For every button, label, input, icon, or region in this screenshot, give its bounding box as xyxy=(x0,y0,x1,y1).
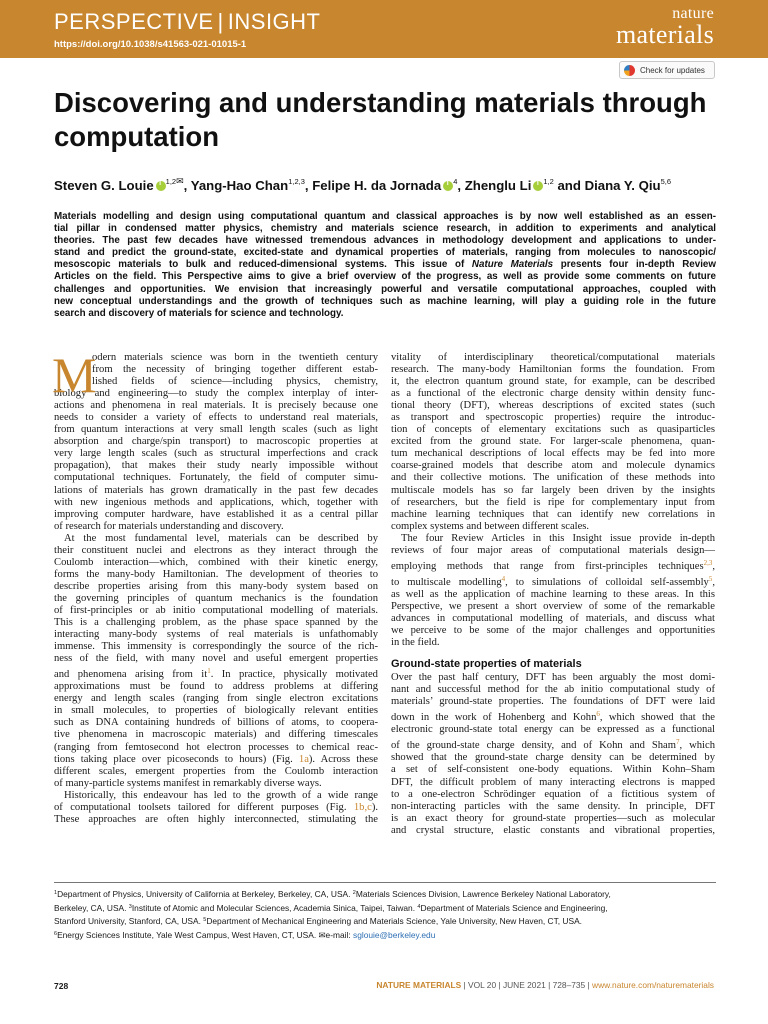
author-separator: , xyxy=(457,178,465,193)
body-line xyxy=(54,778,378,790)
body-line xyxy=(391,724,715,736)
author-name: Diana Y. Qiu xyxy=(584,178,661,193)
section-heading: Ground-state properties of materials xyxy=(391,658,582,671)
body-column-right xyxy=(391,352,715,837)
body-text: the governing principles of quantum mechanics is the foundation xyxy=(54,592,378,604)
body-text: approximations must be found to address problems at differing xyxy=(54,681,378,693)
body-text: to a one-electron Schrödinger equation of a fictitious system of xyxy=(391,788,715,800)
body-text: employing methods that range from first-principles techniques xyxy=(391,560,704,572)
affiliation-text: Department of Mechanical Engineering and Materials Science, Yale University, New Haven, CT, USA. xyxy=(206,916,582,926)
body-line: tional theory (DFT), whereas descriptions of excited states (such xyxy=(391,400,715,412)
journal-meta: | VOL 20 | JUNE 2021 | 728–735 | xyxy=(461,980,593,990)
body-line xyxy=(54,802,378,814)
article-title: Discovering and understanding materials through computation xyxy=(54,87,707,152)
body-line: needs to consider a variety of effects to understand real materials, xyxy=(54,412,378,424)
body-line xyxy=(54,593,378,605)
body-line xyxy=(391,545,715,557)
body-line: tion of concepts of elementary excitations such as quasiparticles xyxy=(391,424,715,436)
check-for-updates-label: Check for updates xyxy=(640,65,705,75)
journal-citation xyxy=(376,980,714,990)
abstract xyxy=(54,211,716,320)
citation-ref: 7 xyxy=(676,738,680,747)
body-text: (ranging from femtosecond hot electron processes to chemical reac- xyxy=(54,741,378,753)
affiliation-text: Stanford University, Stanford, CA, USA. xyxy=(54,916,204,926)
doi-link[interactable]: https://doi.org/10.1038/s41563-021-01015-1 xyxy=(54,39,247,50)
orcid-icon xyxy=(443,181,453,191)
body-text: we perceive to be some of the major challenges and opportunities xyxy=(391,625,715,637)
body-line xyxy=(54,581,378,593)
body-line xyxy=(391,789,715,801)
article-type-kicker xyxy=(54,9,321,35)
body-text: ness of the field, with many novel and useful emergent properties xyxy=(54,653,378,665)
body-text: in small molecules, to properties of biologically relevant entities xyxy=(54,705,378,717)
body-line: actions and phenomena in real materials. It is precisely because one xyxy=(54,400,378,412)
body-line: research. The many-body Hamiltonian forms the foundation. From xyxy=(391,364,715,376)
body-line: complex systems and between different scales. xyxy=(391,520,590,532)
body-line: vitality of interdisciplinary theoretical/computational materials xyxy=(391,352,715,363)
body-text: This is a challenging problem, as the phase space spanned by the xyxy=(54,617,378,629)
body-line: lations of materials has grown dramatically in the past few decades xyxy=(54,484,378,496)
body-line xyxy=(54,681,378,693)
body-text: of the ground-state charge density, and of Kohn and Sham xyxy=(391,740,676,752)
author-name: Yang-Hao Chan xyxy=(190,178,289,193)
body-line: absorption and charge/spin transport) to macroscopic properties at xyxy=(54,436,378,448)
email-link[interactable]: sglouie@berkeley.edu xyxy=(353,929,436,940)
body-text: nant and successful method for the ab initio computational study of xyxy=(391,684,715,696)
body-text: immense. This immensity is correspondingly the source of the rich- xyxy=(54,641,378,653)
author-list xyxy=(54,176,734,193)
body-text: reviews of four major areas of computational materials design— xyxy=(391,544,715,556)
body-text: These approaches are often highly interconnected, stimulating the xyxy=(54,813,378,825)
kicker-insight: INSIGHT xyxy=(227,9,321,34)
affiliation-sup: 4 xyxy=(417,903,421,910)
body-line: and their collective motions. The unification of these methods into xyxy=(391,472,715,484)
body-line xyxy=(391,672,715,684)
affiliation-sup: 6 xyxy=(54,930,58,937)
orcid-icon xyxy=(156,181,166,191)
body-text: in the field. xyxy=(391,637,440,649)
body-line: very large length scales (such as structural imperfections and crack xyxy=(54,448,378,460)
body-line xyxy=(54,653,378,665)
body-line: improving computer hardware, have established it as a central pillar xyxy=(54,508,378,520)
body-line: employing methods that range from first-principles techniques$^{2,3}$, xyxy=(391,558,715,572)
body-text: as well as the application of machine learning to these areas. In this xyxy=(391,588,715,600)
figure-ref: 1b,c xyxy=(353,801,372,813)
abstract-line: Articles on the field. This Perspective aims to give a brief overview of the progress, as well as provide some comments on future xyxy=(54,271,716,283)
email-label: e-mail: xyxy=(325,929,353,940)
check-for-updates-button[interactable] xyxy=(619,61,715,79)
kicker-perspective: PERSPECTIVE xyxy=(54,9,214,34)
affiliation-sup: 5 xyxy=(203,917,207,923)
abstract-line: tial pillar in condensed matter physics, chemistry and materials science research, in addition to experiments and analytical xyxy=(54,223,716,235)
footnote-divider xyxy=(54,882,716,883)
body-text: , to simulations of colloidal self-assembly xyxy=(505,576,709,588)
body-text: . In practice, physically motivated xyxy=(210,669,378,681)
body-line xyxy=(54,569,378,581)
body-text: Historically, this endeavour has led to the growth of a wide range xyxy=(64,789,378,801)
body-line xyxy=(54,729,378,741)
journal-logo xyxy=(616,6,714,48)
body-line xyxy=(54,717,378,729)
body-line: as transport and spectroscopic properties) require the introduc- xyxy=(391,412,715,424)
body-text: different scales, emergent properties from the Coulomb interaction xyxy=(54,765,378,777)
body-line xyxy=(54,814,378,826)
body-text: tions taking place over picoseconds to hours) (Fig. xyxy=(54,753,299,765)
body-line xyxy=(54,665,378,681)
abstract-line: theories. The past few decades have witnessed tremendous advances in methodology development and applications to under- xyxy=(54,235,716,247)
body-line: odern materials science was born in the twentieth century xyxy=(92,352,378,363)
body-text: ). Across these xyxy=(308,753,378,765)
body-line xyxy=(391,777,715,789)
body-line xyxy=(391,736,715,752)
body-line xyxy=(391,625,715,637)
body-line: biology and engineering—to study the complex interplay of inter- xyxy=(54,388,378,400)
affiliation-line xyxy=(54,887,716,901)
author-separator: and xyxy=(553,178,585,193)
body-line: machine learning techniques that can identify new correlations in xyxy=(391,508,715,520)
body-line xyxy=(391,708,715,724)
body-text: At the most fundamental level, materials can be described by xyxy=(64,532,378,544)
abstract-line: search and discovery of materials for science and technology. xyxy=(54,307,344,319)
abstract-line: stand and predict the ground-state, excited-state and dynamical properties of materials, ranging from molecules to nanoscopic/ xyxy=(54,247,716,259)
journal-url[interactable]: www.nature.com/naturematerials xyxy=(592,980,714,990)
body-text: DFT, the difficult problem of many interacting electrons is mapped xyxy=(391,776,715,788)
author-separator: , xyxy=(304,178,313,193)
affiliation-line xyxy=(54,928,716,942)
body-line: excited from the ground state. For larger-scale phenomena, quan- xyxy=(391,436,715,448)
body-text: , which showed that the xyxy=(599,712,715,724)
abstract-line: challenges and opportunities. We envision that increasingly powerful and versatile computational approaches, coupled with xyxy=(54,283,716,295)
author-separator: , xyxy=(183,178,191,193)
body-line xyxy=(391,684,715,696)
body-text: electronic ground-state total energy can be expressed as a functional xyxy=(391,724,715,736)
body-text: , which xyxy=(679,740,715,752)
crossmark-icon xyxy=(624,65,635,76)
body-text: describe properties arising from this many-body system based on xyxy=(54,580,378,592)
body-text: and crystal structure, elastic constants and vibrational properties, xyxy=(391,824,715,836)
affiliation-text: Department of Materials Science and Engineering, xyxy=(420,902,608,913)
body-text: Over the past half century, DFT has been arguably the most domi- xyxy=(391,672,715,684)
body-line xyxy=(54,693,378,705)
affiliation-sup: 2 xyxy=(352,890,356,896)
body-text: showed that the ground-state charge density can be determined by xyxy=(391,752,715,764)
abstract-line: mesoscopic materials to bulk and reduced-dimensional systems. This issue of Nature Materials presents four in-depth Review xyxy=(54,259,716,271)
author-affiliation-sup: 1,2 xyxy=(165,177,177,186)
kicker-separator: | xyxy=(217,9,224,34)
journal-name-italic: Nature Materials xyxy=(471,259,554,271)
body-line xyxy=(54,742,378,754)
affiliation-line xyxy=(54,914,716,928)
body-line xyxy=(54,557,378,569)
figure-ref: 1a xyxy=(298,753,309,765)
body-text: energy and length scales (ranging from single electron excitations xyxy=(54,693,378,705)
body-line: from quantum interactions at very small length scales (such as light xyxy=(54,424,378,436)
body-text: a set of self-consistent one-body equations. Within Kohn–Sham xyxy=(391,764,715,776)
body-line: propagation), that makes their study nearly impossible without xyxy=(54,460,378,472)
citation-ref: 2,3 xyxy=(703,558,713,567)
body-line xyxy=(54,545,378,557)
body-line xyxy=(54,766,378,778)
body-line: from the necessity of bringing together different estab- xyxy=(92,364,378,376)
affiliation-text: Berkeley, CA, USA. xyxy=(54,902,129,913)
body-line xyxy=(54,629,378,641)
body-text: their constituent nuclei and electrons as they interact through the xyxy=(54,544,378,556)
envelope-icon: ✉ xyxy=(176,176,184,186)
body-line xyxy=(54,705,378,717)
abstract-line: Materials modelling and design using computational quantum and classical approaches is by now well established as an essen- xyxy=(54,211,716,222)
body-text: Perspective, we present a short overview of some of the remarkable xyxy=(391,600,715,612)
body-text: tive phenomena in macroscopic materials) and differing timescales xyxy=(54,729,378,741)
body-text: non-interacting particles with the same density. In principle, DFT xyxy=(391,800,715,812)
drop-cap: M xyxy=(52,347,97,403)
body-line xyxy=(391,637,715,649)
author-affiliation-sup: 4 xyxy=(453,177,458,186)
journal-name: NATURE MATERIALS xyxy=(376,980,462,990)
body-line xyxy=(391,533,715,545)
body-line xyxy=(391,601,715,613)
affiliation-sup: 3 xyxy=(128,903,132,910)
body-line: to multiscale modelling$^4$, to simulations of colloidal self-assembly$^5$, xyxy=(391,574,715,588)
body-line: multiscale models has so far largely been driven by the insights xyxy=(391,484,715,496)
journal-logo-line1: nature xyxy=(672,5,714,22)
body-text: forms the many-body Hamiltonian. The development of theories to xyxy=(54,568,378,580)
body-line: coarse-grained models that describe atom and molecule dynamics xyxy=(391,460,715,472)
body-text: of first-principles or ab initio computational modelling of materials. xyxy=(54,604,378,616)
author-name: Zhenglu Li xyxy=(464,178,532,193)
citation-ref: 1 xyxy=(207,667,211,676)
orcid-icon xyxy=(533,181,543,191)
author-affiliation-sup: 1,2 xyxy=(543,177,554,186)
body-line: of researchers, but the field is ripe for complementary input from xyxy=(391,496,715,508)
body-line: computational techniques. Fortunately, the field of computer simu- xyxy=(54,472,378,484)
author-affiliation-sup: 1,2,3 xyxy=(288,177,305,186)
envelope-icon: ✉ xyxy=(318,929,326,940)
body-line xyxy=(391,801,715,813)
body-line: it, the electron quantum ground state, for example, can be described xyxy=(391,376,715,388)
body-line: tum mechanical descriptions of local effects may be fed into more xyxy=(391,448,715,460)
author-name: Steven G. Louie xyxy=(54,178,154,193)
body-text: ). xyxy=(371,801,378,813)
page-number: 728 xyxy=(54,981,69,991)
body-text: is an exact theory for ground-state properties—such as molecular xyxy=(391,812,715,824)
body-line xyxy=(391,696,715,708)
body-line xyxy=(54,754,378,766)
body-text: advances in computational modelling of materials, and discuss what xyxy=(391,612,715,624)
body-text: of computational toolsets tailored for different purposes (Fig. xyxy=(54,801,354,813)
citation-ref: 4 xyxy=(501,574,506,583)
citation-ref: 5 xyxy=(708,574,713,583)
body-line xyxy=(391,589,715,601)
affiliation-sup: 1 xyxy=(54,890,58,896)
body-text: materials’ ground-state properties. The foundations of DFT were laid xyxy=(391,696,715,708)
body-text: such as DNA containing hundreds of billions of atoms, to coopera- xyxy=(54,717,378,729)
affiliation-text: Materials Sciences Division, Lawrence Berkeley National Laboratory, xyxy=(355,889,611,899)
affiliation-text: Institute of Atomic and Molecular Sciences, Academia Sinica, Taipei, Taiwan. xyxy=(131,902,418,913)
abstract-line: new conceptual understandings and the growth of techniques such as machine learning, will play a guiding role in the future xyxy=(54,295,716,307)
body-line xyxy=(54,605,378,617)
body-text: of many-particle systems manifest in remarkably diverse ways. xyxy=(54,777,322,789)
body-line xyxy=(54,641,378,653)
journal-logo-line2: materials xyxy=(616,20,714,49)
body-line xyxy=(391,752,715,764)
body-line xyxy=(391,813,715,825)
body-text: down in the work of Hohenberg and Kohn xyxy=(391,712,597,724)
author-affiliation-sup: 5,6 xyxy=(660,177,672,186)
body-text: to multiscale modelling xyxy=(391,576,502,588)
body-text: Coulomb interaction—which, combined with their kinetic energy, xyxy=(54,556,378,568)
body-line: as a functional of the electronic charge density within density func- xyxy=(391,388,715,400)
body-line: lished fields of science—including physics, chemistry, xyxy=(92,376,378,388)
body-line xyxy=(391,764,715,776)
affiliations xyxy=(54,887,716,941)
header-banner xyxy=(0,0,768,58)
body-text: interacting many-body systems of real materials is unfathomably xyxy=(54,629,378,641)
affiliation-line xyxy=(54,901,716,915)
body-text: The four Review Articles in this Insight issue provide in-depth xyxy=(401,532,715,544)
body-line xyxy=(391,613,715,625)
body-text: and phenomena arising from it xyxy=(54,669,208,681)
body-column-left xyxy=(52,347,378,826)
body-line xyxy=(54,790,378,802)
body-line xyxy=(54,533,378,545)
affiliation-text: Department of Physics, University of California at Berkeley, Berkeley, CA, USA. xyxy=(57,889,353,899)
body-line xyxy=(391,825,715,837)
body-line: of research for materials understanding and discovery. xyxy=(54,520,284,532)
author-name: Felipe H. da Jornada xyxy=(312,178,442,193)
body-line: with new ingenious methods and applications, which, together with xyxy=(54,496,378,508)
citation-ref: 6 xyxy=(596,710,600,719)
affiliation-text: Energy Sciences Institute, Yale West Campus, West Haven, CT, USA. xyxy=(57,929,319,940)
body-line xyxy=(54,617,378,629)
